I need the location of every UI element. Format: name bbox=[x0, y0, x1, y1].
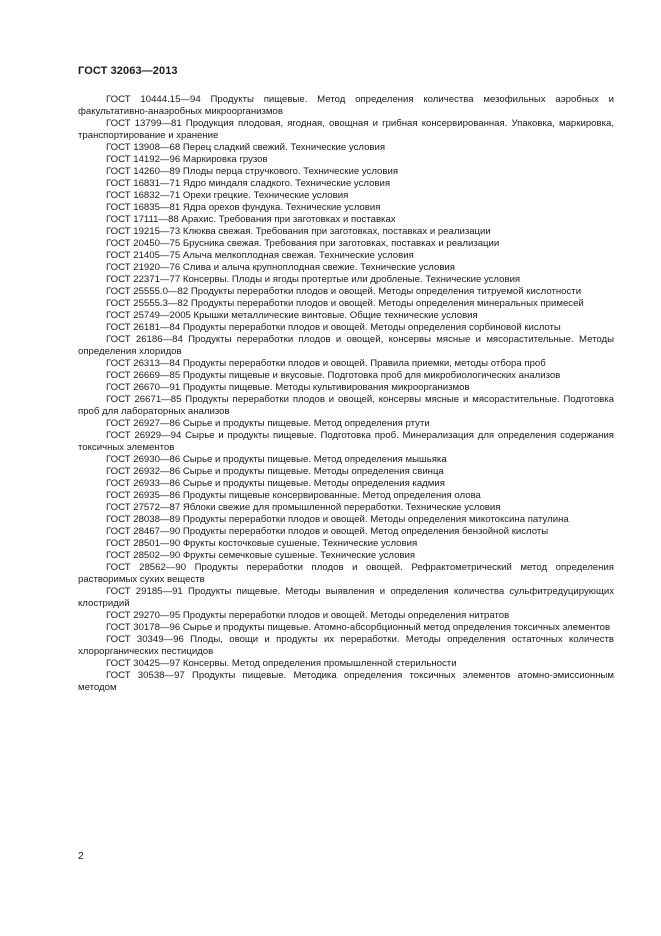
reference-item: ГОСТ 16835—81 Ядра орехов фундука. Технические условия bbox=[106, 202, 381, 213]
reference-item: ГОСТ 13908—68 Перец сладкий свежий. Технические условия bbox=[106, 142, 386, 153]
reference-item: ГОСТ 14260—89 Плоды перца стручкового. Технические условия bbox=[106, 166, 399, 177]
reference-item: ГОСТ 27572—87 Яблоки свежие для промышленной переработки. Технические условия bbox=[106, 502, 501, 513]
reference-item: ГОСТ 28501—90 Фрукты косточковые сушеные. Технические условия bbox=[106, 538, 418, 549]
reference-item: ГОСТ 26927—86 Сырье и продукты пищевые. Метод определения ртути bbox=[106, 418, 430, 429]
reference-item: ГОСТ 28038—89 Продукты переработки плодов и овощей. Методы определения микотоксина патулина bbox=[106, 514, 569, 525]
reference-item: ГОСТ 26186—84 Продукты переработки плодов и овощей, консервы мясные и мясорастительные. Методы определения хлоридов bbox=[78, 334, 614, 357]
reference-item: ГОСТ 29270—95 Продукты переработки плодов и овощей. Методы определения нитратов bbox=[106, 610, 510, 621]
reference-item: ГОСТ 30538—97 Продукты пищевые. Методика определения токсичных элементов атомно-эмиссионным методом bbox=[78, 670, 614, 693]
reference-item: ГОСТ 26669—85 Продукты пищевые и вкусовые. Подготовка проб для микробиологических анализов bbox=[106, 370, 561, 381]
reference-item: ГОСТ 16832—71 Орехи грецкие. Технические условия bbox=[106, 190, 349, 201]
normative-references-list bbox=[78, 94, 614, 694]
reference-item: ГОСТ 13799—81 Продукция плодовая, ягодная, овощная и грибная консервированная. Упаковка, маркировка, транспортирование и хранение bbox=[78, 118, 614, 141]
reference-item: ГОСТ 25555.0—82 Продукты переработки плодов и овощей. Методы определения титруемой кислотности bbox=[106, 286, 582, 297]
reference-item: ГОСТ 10444.15—94 Продукты пищевые. Метод определения количества мезофильных аэробных и факультативно-анаэробных микроорганизмов bbox=[78, 94, 614, 117]
reference-item: ГОСТ 20450—75 Брусника свежая. Требования при заготовках, поставках и реализации bbox=[106, 238, 500, 249]
reference-item: ГОСТ 28502—90 Фрукты семечковые сушеные. Технические условия bbox=[106, 550, 416, 561]
reference-item: ГОСТ 30349—96 Плоды, овощи и продукты их переработки. Методы определения остаточных количеств хлорорганических пестицидов bbox=[78, 634, 614, 657]
reference-item: ГОСТ 26933—86 Сырье и продукты пищевые. Методы определения кадмия bbox=[106, 478, 445, 489]
reference-item: ГОСТ 14192—96 Маркировка грузов bbox=[106, 154, 268, 165]
document-header: ГОСТ 32063—2013 bbox=[78, 65, 178, 77]
reference-item: ГОСТ 26670—91 Продукты пищевые. Методы культивирования микроорганизмов bbox=[106, 382, 470, 393]
reference-item: ГОСТ 28562—90 Продукты переработки плодов и овощей. Рефрактометрический метод определения растворимых сухих веществ bbox=[78, 562, 614, 585]
reference-item: ГОСТ 26935—86 Продукты пищевые консервированные. Метод определения олова bbox=[106, 490, 481, 501]
reference-item: ГОСТ 26932—86 Сырье и продукты пищевые. Методы определения свинца bbox=[106, 466, 444, 477]
reference-item: ГОСТ 26181—84 Продукты переработки плодов и овощей. Методы определения сорбиновой кислоты bbox=[106, 322, 561, 333]
reference-item: ГОСТ 16831—71 Ядро миндаля сладкого. Технические условия bbox=[106, 178, 391, 189]
reference-item: ГОСТ 26671—85 Продукты переработки плодов и овощей, консервы мясные и мясорастительные. Подготовка проб для лабораторных анализов bbox=[78, 394, 614, 417]
reference-item: ГОСТ 28467—90 Продукты переработки плодов и овощей. Метод определения бензойной кислоты bbox=[106, 526, 549, 537]
reference-item: ГОСТ 26930—86 Сырье и продукты пищевые. Метод определения мышьяка bbox=[106, 454, 447, 465]
reference-item: ГОСТ 29185—91 Продукты пищевые. Методы выявления и определения количества сульфитредуцирующих клостридий bbox=[78, 586, 614, 609]
reference-item: ГОСТ 30425—97 Консервы. Метод определения промышленной стерильности bbox=[106, 658, 457, 669]
reference-item: ГОСТ 26313—84 Продукты переработки плодов и овощей. Правила приемки, методы отбора проб bbox=[106, 358, 546, 369]
page-number: 2 bbox=[78, 851, 84, 862]
reference-item: ГОСТ 17111—88 Арахис. Требования при заготовках и поставках bbox=[106, 214, 396, 225]
reference-item: ГОСТ 26929—94 Сырье и продукты пищевые. Подготовка проб. Минерализация для определения содержания токсичных элементов bbox=[78, 430, 614, 453]
reference-item: ГОСТ 21405—75 Алыча мелкоплодная свежая. Технические условия bbox=[106, 250, 414, 261]
reference-item: ГОСТ 21920—76 Слива и алыча крупноплодная свежие. Технические условия bbox=[106, 262, 455, 273]
reference-item: ГОСТ 25555.3—82 Продукты переработки плодов и овощей. Методы определения минеральных примесей bbox=[106, 298, 584, 309]
reference-item: ГОСТ 22371—77 Консервы. Плоды и ягоды протертые или дробленые. Технические условия bbox=[106, 274, 521, 285]
reference-item: ГОСТ 25749—2005 Крышки металлические винтовые. Общие технические условия bbox=[106, 310, 478, 321]
reference-item: ГОСТ 30178—96 Сырье и продукты пищевые. Атомно-абсорбционный метод определения токсичных элементов bbox=[106, 622, 611, 633]
reference-item: ГОСТ 19215—73 Клюква свежая. Требования при заготовках, поставках и реализации bbox=[106, 226, 491, 237]
